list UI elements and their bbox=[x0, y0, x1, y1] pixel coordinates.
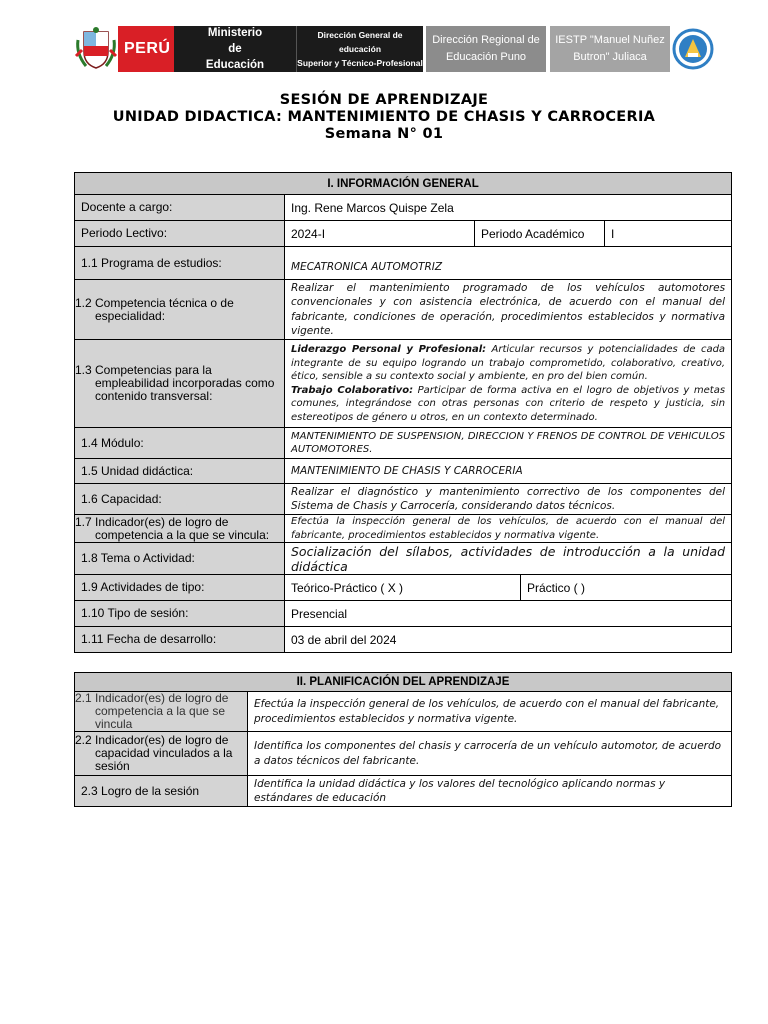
capacidad-label: 1.6 Capacidad: bbox=[75, 484, 285, 515]
unidad-value: MANTENIMIENTO DE CHASIS Y CARROCERIA bbox=[285, 459, 732, 484]
dre-brand: Dirección Regional de Educación Puno bbox=[426, 26, 546, 72]
logro-sesion-label: 2.3 Logro de la sesión bbox=[75, 776, 248, 807]
logro-sesion-value: Identifica la unidad didáctica y los valores del tecnológico aplicando normas y estándares de educación bbox=[248, 776, 732, 807]
empleabilidad-label: 1.3 Competencias para la empleabilidad incorporadas como contenido transversal: bbox=[75, 340, 285, 428]
tipo-sesion-label: 1.10 Tipo de sesión: bbox=[75, 601, 285, 627]
docente-label: Docente a cargo: bbox=[75, 195, 285, 221]
periodo-value: 2024-I bbox=[285, 221, 475, 247]
trabajo-colaborativo-text: Participar de forma activa en el logro de objetivos y metas comunes, integrándose con otras personas con criterio de respeto y justicia, sin estereotipos de género u otros, en un contexto determinado. bbox=[291, 384, 726, 423]
title-line-3: Semana N° 01 bbox=[324, 126, 444, 142]
competencia-value: Realizar el mantenimiento programado de los vehículos automotores convencionales y con asistencia electrónica, de acuerdo con el manual del fabricante, condiciones de operación, procedimientos establecidos y normativa vigente. bbox=[285, 280, 732, 340]
trabajo-colaborativo-title: Trabajo Colaborativo: bbox=[291, 384, 414, 396]
liderazgo-text: Articular recursos y potencialidades de cada integrante de su equipo logrando un trabajo comprometido, colaborativo, creativo, ético, sensible a su contexto social y ambiente, en pro del bien común. bbox=[291, 344, 726, 382]
fecha-label: 1.11 Fecha de desarrollo: bbox=[75, 627, 285, 653]
capacidad-value: Realizar el diagnóstico y mantenimiento correctivo de los componentes del Sistema de Chasis y Carrocería, considerando datos técnicos. bbox=[285, 484, 732, 515]
tema-label: 1.8 Tema o Actividad: bbox=[75, 543, 285, 575]
competencia-label: 1.2 Competencia técnica o de especialidad: bbox=[75, 280, 285, 340]
title-line-2: UNIDAD DIDACTICA: MANTENIMIENTO DE CHASIS Y CARROCERIA bbox=[112, 109, 656, 125]
unidad-label: 1.5 Unidad didáctica: bbox=[75, 459, 285, 484]
periodo-label: Periodo Lectivo: bbox=[75, 221, 285, 247]
periodo-academico-value: I bbox=[605, 221, 732, 247]
tipo-sesion-value: Presencial bbox=[285, 601, 732, 627]
docente-value: Ing. Rene Marcos Quispe Zela bbox=[285, 195, 732, 221]
section-heading: I. INFORMACIÓN GENERAL bbox=[75, 173, 732, 195]
tema-value: Socialización del sílabos, actividades de introducción a la unidad didáctica bbox=[285, 543, 732, 575]
indicador-label: 1.7 Indicador(es) de logro de competencia a la que se vincula: bbox=[75, 515, 285, 543]
title-line-1: SESIÓN DE APRENDIZAJE bbox=[279, 92, 489, 108]
empleabilidad-value bbox=[285, 340, 732, 428]
header-logos bbox=[74, 26, 714, 72]
liderazgo-title: Liderazgo Personal y Profesional: bbox=[291, 344, 487, 355]
indicador-capacidad-label: 2.2 Indicador(es) de logro de capacidad vinculados a la sesión bbox=[75, 732, 248, 776]
document-title bbox=[0, 92, 768, 143]
programa-value: MECATRONICA AUTOMOTRIZ bbox=[285, 247, 732, 280]
modulo-value: MANTENIMIENTO DE SUSPENSION, DIRECCION Y FRENOS DE CONTROL DE VEHICULOS AUTOMOTORES. bbox=[285, 428, 732, 459]
indicador-competencia-label: 2.1 Indicador(es) de logro de competencia a la que se vincula bbox=[75, 692, 248, 732]
periodo-academico-label: Periodo Académico bbox=[475, 221, 605, 247]
minedu-brand: Ministerio de Educación bbox=[205, 27, 265, 71]
modulo-label: 1.4 Módulo: bbox=[75, 428, 285, 459]
iestp-brand: IESTP "Manuel Nuñez Butron" Juliaca bbox=[550, 26, 670, 72]
institute-seal-icon bbox=[672, 27, 714, 71]
indicador-competencia-value: Efectúa la inspección general de los vehículos, de acuerdo con el manual del fabricante, procedimientos establecidos y normativa vigente. bbox=[248, 692, 732, 732]
indicador-value: Efectúa la inspección general de los vehículos, de acuerdo con el manual del fabricante, procedimientos establecidos y normativa vigente. bbox=[285, 515, 732, 543]
peru-brand: PERÚ bbox=[118, 26, 246, 72]
teorico-practico-option: Teórico-Práctico ( X ) bbox=[285, 575, 521, 601]
practico-option: Práctico ( ) bbox=[521, 575, 732, 601]
indicador-capacidad-value: Identifica los componentes del chasis y carrocería de un vehículo automotor, de acuerdo a datos técnicos del fabricante. bbox=[248, 732, 732, 776]
peru-coat-of-arms-icon bbox=[74, 26, 118, 72]
fecha-value: 03 de abril del 2024 bbox=[285, 627, 732, 653]
learning-planning-table bbox=[74, 672, 732, 807]
actividades-label: 1.9 Actividades de tipo: bbox=[75, 575, 285, 601]
digestp-brand: Dirección General de educación Superior y Técnico-Profesional bbox=[296, 26, 423, 72]
section-heading: II. PLANIFICACIÓN DEL APRENDIZAJE bbox=[75, 673, 732, 692]
general-info-table bbox=[74, 172, 732, 653]
programa-label: 1.1 Programa de estudios: bbox=[75, 247, 285, 280]
